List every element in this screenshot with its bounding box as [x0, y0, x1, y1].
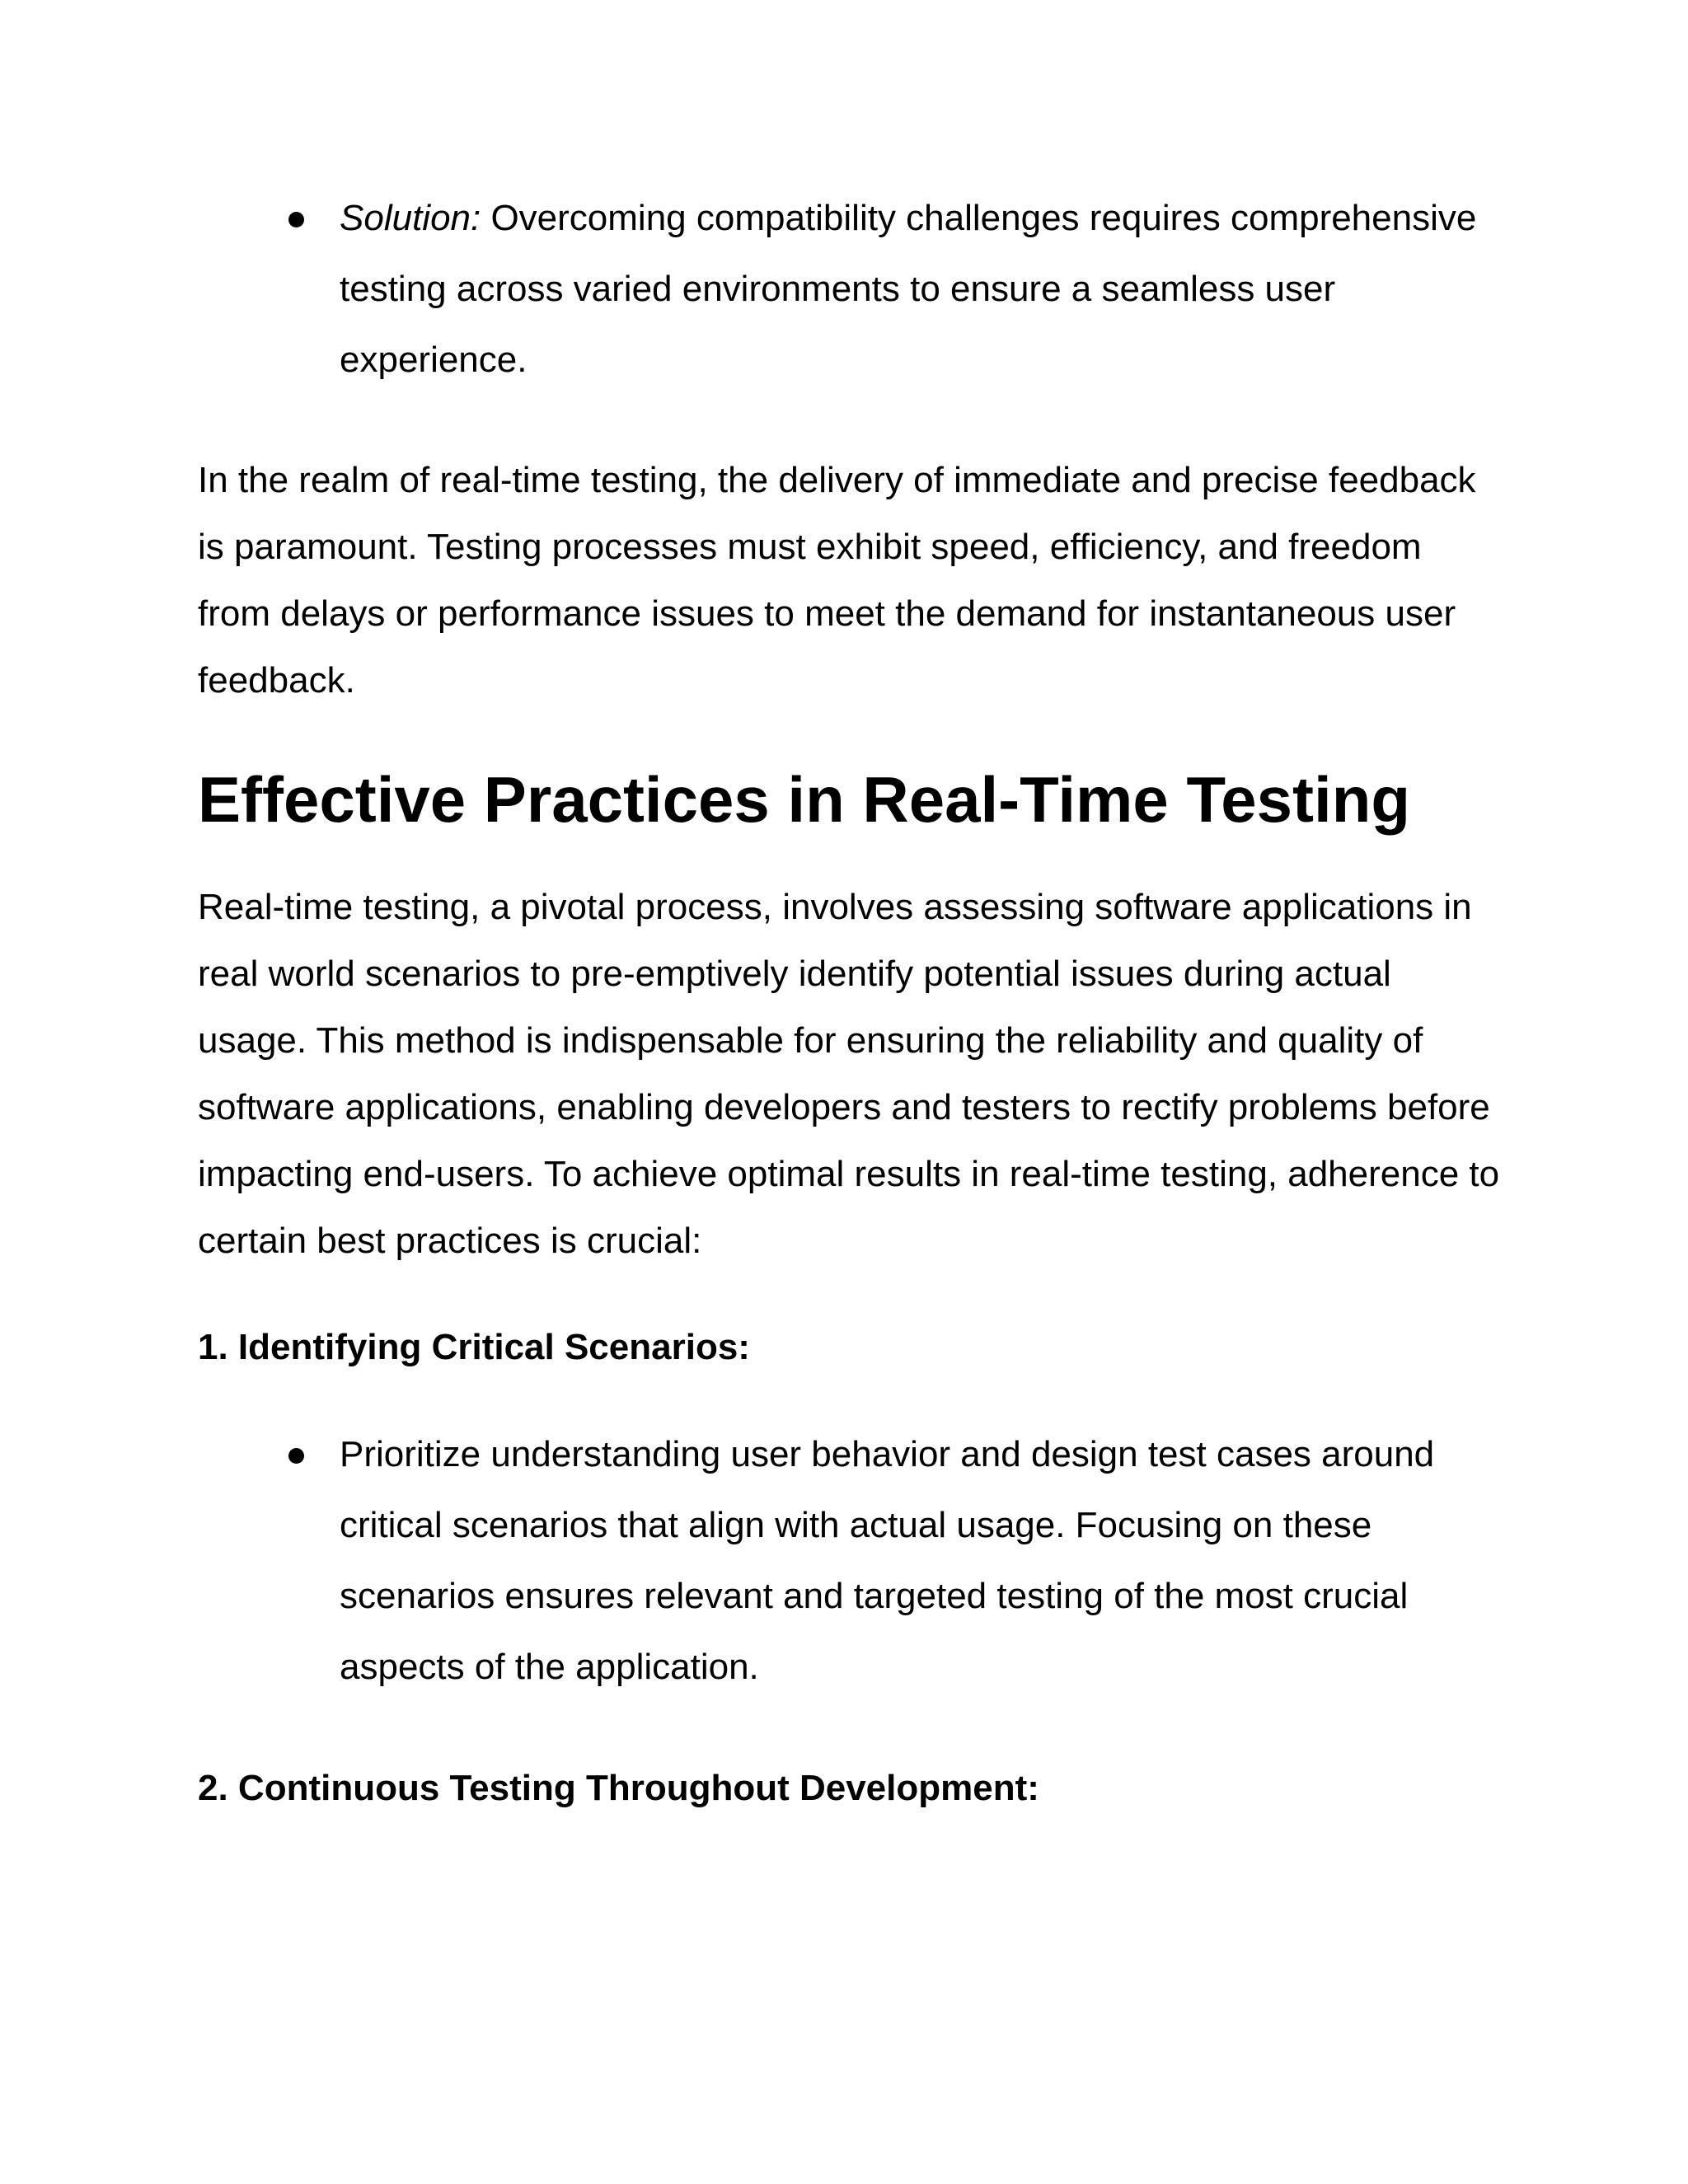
section-heading: Effective Practices in Real-Time Testing — [198, 763, 1410, 836]
list-item — [288, 183, 1500, 396]
list-item — [288, 1419, 1500, 1703]
practice-1-bullet-text: Prioritize understanding user behavior and design test cases around critical scenarios that align with actual usage. Focusing on these scenarios ensures relevant and targeted testing of the most crucial aspects of the application. — [340, 1434, 1435, 1687]
feedback-paragraph: In the realm of real-time testing, the delivery of immediate and precise feedback is paramount. Testing processes must exhibit speed, efficiency, and freedom from delays or performance issues to meet the demand for instantaneous user feedback. — [198, 460, 1476, 701]
solution-text: Overcoming compatibility challenges requires comprehensive testing across varied environments to ensure a seamless user experience. — [340, 198, 1477, 380]
practice-2-title: 2. Continuous Testing Throughout Development: — [198, 1768, 1039, 1808]
bullet-dot-icon — [288, 1448, 304, 1464]
solution-bullet-list — [288, 183, 1500, 396]
intro-paragraph: Real-time testing, a pivotal process, involves assessing software applications in real world scenarios to pre-emptively identify potential issues during actual usage. This method is indispensable for ensuring the reliability and quality of software applications, enabling developers and testers to rectify problems before impacting end-users. To achieve optimal results in real-time testing, adherence to certain best practices is crucial: — [198, 887, 1500, 1261]
practice-1-title: 1. Identifying Critical Scenarios: — [198, 1327, 750, 1367]
practice-1-bullet-list — [288, 1419, 1500, 1703]
solution-label: Solution: — [340, 198, 481, 238]
bullet-dot-icon — [288, 212, 304, 227]
